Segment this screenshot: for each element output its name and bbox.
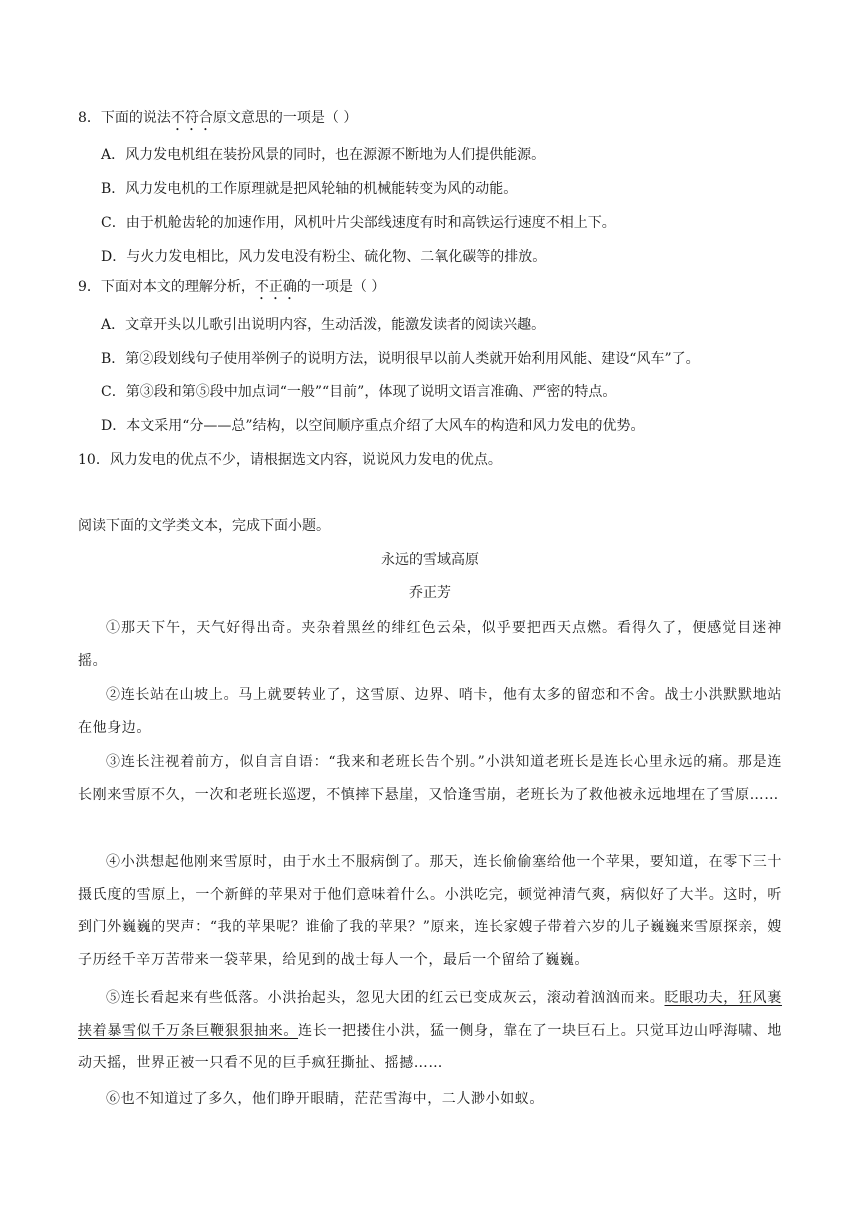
question-8-option-d: D．与火力发电相比，风力发电没有粉尘、硫化物、二氧化碳等的排放。 [101,249,547,265]
question-8-option-b: B．风力发电机的工作原理就是把风轮轴的机械能转变为风的动能。 [101,181,518,197]
question-9-emphasis: 不正确 [254,279,297,295]
question-9-option-a: A．文章开头以儿歌引出说明内容，生动活泼，能激发读者的阅读兴趣。 [101,317,546,333]
question-9-option-d: D．本文采用“分——总”结构，以空间顺序重点介绍了大风车的构造和风力发电的优势。 [101,418,645,434]
question-9-prefix: 9．下面对本文的理解分析， [78,279,255,295]
question-8-suffix: 原文意思的一项是（ ） [212,110,358,126]
paragraph-2: ②连长站在山坡上。马上就要转业了，这雪原、边界、哨卡，他有太多的留恋和不舍。战士小洪默默地站在他身边。 [78,687,782,736]
paragraph-5-start: ⑤连长看起来有些低落。小洪抬起头，忽见大团的红云已变成灰云，滚动着汹汹而来。 [106,990,665,1006]
question-9-option-b: B．第②段划线句子使用举例子的说明方法，说明很早以前人类就开始利用风能、建设“风车”了。 [101,351,700,367]
question-8-emphasis: 不符合 [170,110,213,126]
question-9-suffix: 的一项是（ ） [296,279,386,295]
article-title: 永远的雪域高原 [381,552,479,568]
paragraph-5-end: 连长一把搂住小洪，猛一侧身，靠在了一块巨石上。只觉耳边山呼海啸、地动天摇，世界正被一只看不见的巨手疯狂撕扯、摇撼…… [78,1022,782,1071]
question-8-option-c: C．由于机舱齿轮的加速作用，风机叶片尖部线速度有时和高铁运行速度不相上下。 [101,215,616,231]
paragraph-5 [78,982,782,1080]
question-9-option-c: C．第③段和第⑤段中加点词“一般”“目前”，体现了说明文语言准确、严密的特点。 [101,384,617,400]
paragraph-6: ⑥也不知道过了多久，他们睁开眼睛，茫茫雪海中，二人渺小如蚁。 [106,1091,544,1107]
paragraph-1: ①那天下午，天气好得出奇。夹杂着黑丝的绯红色云朵，似乎要把西天点燃。看得久了，便感觉目迷神摇。 [78,620,782,669]
question-10-stem: 10．风力发电的优点不少，请根据选文内容，说说风力发电的优点。 [78,452,502,468]
question-8-option-a: A．风力发电机组在装扮风景的同时，也在源源不断地为人们提供能源。 [101,147,546,163]
question-8-prefix: 8．下面的说法 [78,110,171,126]
paragraph-3: ③连长注视着前方，似自言自语：“我来和老班长告个别。”小洪知道老班长是连长心里永远的痛。那是连长刚来雪原不久，一次和老班长巡逻，不慎摔下悬崖，又恰逢雪崩，老班长为了救他被永远地埋在了雪原…… [78,754,782,803]
paragraph-4: ④小洪想起他刚来雪原时，由于水土不服病倒了。那天，连长偷偷塞给他一个苹果，要知道，在零下三十摄氏度的雪原上，一个新鲜的苹果对于他们意味着什么。小洪吃完，顿觉神清气爽，病似好了大半。这时，听到门外巍巍的哭声：“我的苹果呢？谁偷了我的苹果？”原来，连长家嫂子带着六岁的儿子巍巍来雪原探亲，嫂子历经千辛万苦带来一袋苹果，给见到的战士每人一个，最后一个留给了巍巍。 [78,854,782,968]
question-9-stem [78,277,385,303]
article-author: 乔正芳 [409,585,451,601]
paragraph-5-underlined-sentence: 眨眼功夫，狂风裹挟着暴雪似千万条巨鞭狠狠抽来。 [78,990,782,1039]
reading-instruction: 阅读下面的文学类文本，完成下面小题。 [78,518,330,534]
question-8-stem [78,108,357,134]
